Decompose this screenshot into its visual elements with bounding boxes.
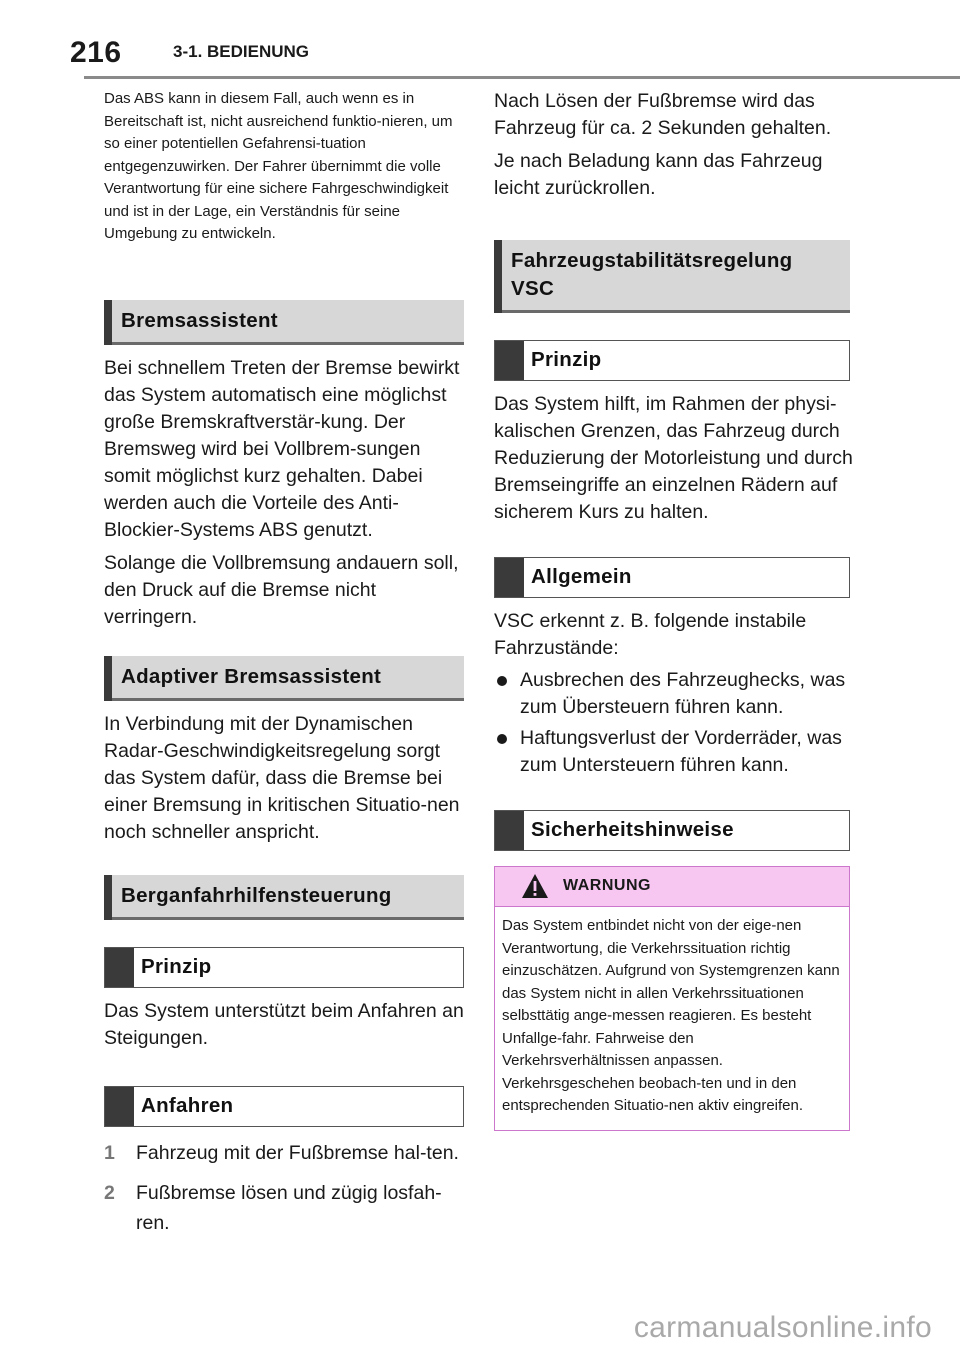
step-item bbox=[104, 1178, 464, 1238]
subheading-allgemein: Allgemein bbox=[494, 557, 850, 598]
warning-header bbox=[495, 867, 849, 907]
right-column bbox=[494, 88, 854, 1131]
bullet-icon bbox=[497, 676, 507, 686]
vsc-paragraph-2: VSC erkennt z. B. folgende instabile Fahrzustände: bbox=[494, 610, 807, 659]
subheading-anfahren: Anfahren bbox=[104, 1086, 464, 1127]
header-divider bbox=[84, 76, 960, 79]
berganfahr-paragraph: Das System unterstützt beim Anfahren an Steigungen. bbox=[104, 1000, 464, 1049]
bullet-item bbox=[494, 667, 854, 721]
adaptiver-paragraph: In Verbindung mit der Dynamischen Radar-Geschwindigkeitsregelung sorgt das System dafür, dass die Bremse bei einer Bremsung in kritischen Situatio-nen noch schneller anspricht. bbox=[104, 713, 460, 843]
bremsassistent-paragraph-1: Bei schnellem Treten der Bremse bewirkt das System automatisch eine möglichst große Bremskraftverstär-kung. Der Bremsweg wird bei Vollbrem-sungen somit möglichst kurz gehalten. Dabei werden auch die Vorteile des Anti-Blockier-Systems ABS genutzt. bbox=[104, 357, 460, 541]
subheading-prinzip: Prinzip bbox=[104, 947, 464, 988]
heading-berganfahrhilfensteuerung: Berganfahrhilfensteuerung bbox=[104, 875, 464, 920]
step-text: Fahrzeug mit der Fußbremse hal-ten. bbox=[136, 1142, 459, 1164]
left-column bbox=[104, 88, 464, 1238]
continuation-paragraph-1: Nach Lösen der Fußbremse wird das Fahrzeug für ca. 2 Sekunden gehalten. bbox=[494, 90, 832, 139]
warning-text: Das System entbindet nicht von der eige-nen Verantwortung, die Verkehrssituation richtig einzuschätzen. Aufgrund von Systemgrenzen kann das System nicht in allen Verkehrssituationen selbsttätig ange-messen reagieren. Es besteht Unfallge-fahr. Fahrweise den Verkehrsverhältnissen anpassen. Verkehrsgeschehen beobach-ten und in den entsprechenden Situatio-nen aktiv eingreifen. bbox=[502, 917, 840, 1114]
continuation-paragraph-2: Je nach Beladung kann das Fahrzeug leicht zurückrollen. bbox=[494, 150, 823, 199]
warning-title: WARNUNG bbox=[563, 877, 651, 894]
bremsassistent-paragraph-2: Solange die Vollbremsung andauern soll, den Druck auf die Bremse nicht verringern. bbox=[104, 552, 459, 628]
intro-paragraph: Das ABS kann in diesem Fall, auch wenn es in Bereitschaft ist, nicht ausreichend funktio-nieren, um so einer potentiellen Gefahrensi-tuation entgegenzuwirken. Der Fahrer übernimmt die volle Verantwortung für eine sichere Fahrgeschwindigkeit und ist in der Lage, ein Verständnis für seine Umgebung zu entwickeln. bbox=[104, 90, 453, 242]
warning-triangle-icon bbox=[521, 873, 549, 899]
bullet-text: Haftungsverlust der Vorderräder, was zum Untersteuern führen kann. bbox=[520, 727, 842, 776]
step-item bbox=[104, 1138, 464, 1168]
bullet-item bbox=[494, 725, 854, 779]
warning-box bbox=[494, 866, 850, 1131]
subheading-sicherheitshinweise: Sicherheitshinweise bbox=[494, 810, 850, 851]
heading-adaptiver-bremsassistent: Adaptiver Bremsassistent bbox=[104, 656, 464, 701]
step-number: 1 bbox=[104, 1142, 115, 1164]
step-number: 2 bbox=[104, 1182, 115, 1204]
subheading-prinzip-vsc: Prinzip bbox=[494, 340, 850, 381]
page-header bbox=[0, 0, 960, 80]
vsc-paragraph-1: Das System hilft, im Rahmen der physi-kalischen Grenzen, das Fahrzeug durch Reduzierung der Motorleistung und durch Bremseingriffe an einzelnen Rädern auf sicherem Kurs zu halten. bbox=[494, 393, 853, 523]
step-text: Fußbremse lösen und zügig losfah-ren. bbox=[136, 1182, 442, 1234]
watermark: carmanualsonline.info bbox=[633, 1311, 932, 1344]
heading-vsc: Fahrzeugstabilitätsregelung VSC bbox=[494, 240, 850, 313]
chapter-title: 3-1. BEDIENUNG bbox=[173, 42, 310, 61]
heading-bremsassistent: Bremsassistent bbox=[104, 300, 464, 345]
bullet-icon bbox=[497, 734, 507, 744]
bullet-text: Ausbrechen des Fahrzeughecks, was zum Übersteuern führen kann. bbox=[520, 669, 846, 718]
page-number: 216 bbox=[70, 36, 122, 69]
